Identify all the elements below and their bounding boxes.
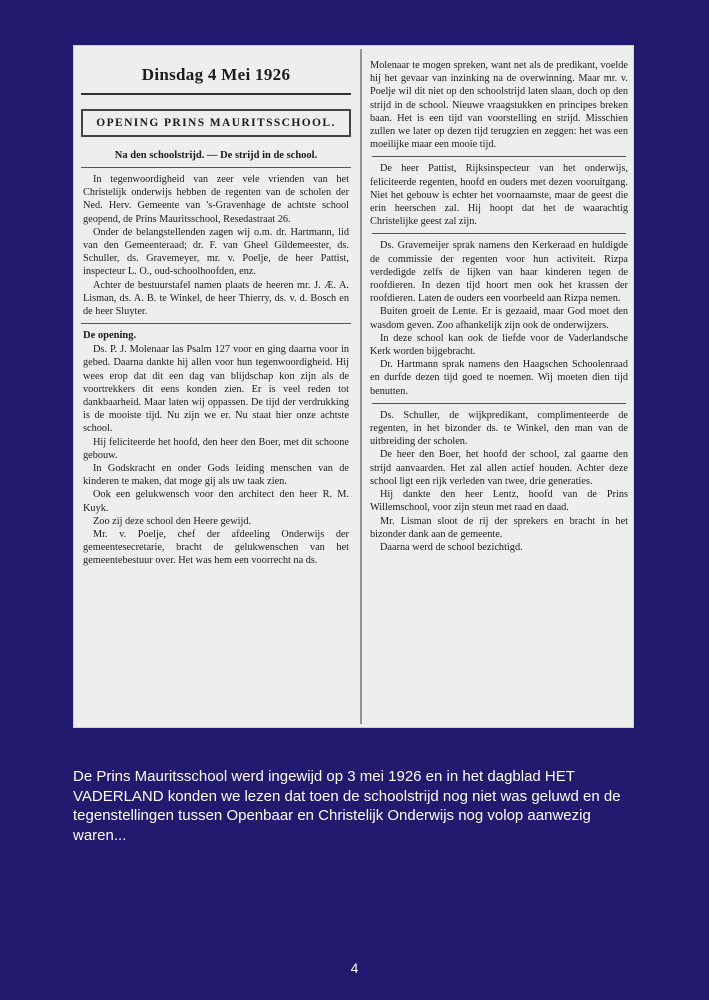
clipping-headline: OPENING PRINS MAURITSSCHOOL. [81,109,351,137]
divider [372,233,626,234]
article-paragraph: Mr. Lisman sloot de rij der sprekers en bracht in het bizonder dank aan de gemeente. [370,515,628,540]
article-paragraph: In tegenwoordigheid van zeer vele vrienden van het Christelijk onderwijs hebben de regenten van de scholen der Ned. Herv. Gemeente van 's-Gravenhage de achtste school geopend, de Prins Mauritsschool, Resedastraat 26. [83,174,349,225]
article-paragraph: Zoo zij deze school den Heere gewijd. [93,515,252,527]
article-paragraph: Ook een gelukwensch voor den architect den heer R. M. Kuyk. [83,489,349,514]
article-paragraph: Molenaar te mogen spreken, want net als de predikant, voelde hij het gevaar van inzinking na de overwinning. Maar mr. v. Poelje wil dit niet op den schoolstrijd laten slaan, doch op den strijd in de school. Nieuwe vraagstukken en principes breken baan. Het is een tijd van voorstelling en strijd. Misschien zullen we later op dezen tijd terugzien en zeggen: het was een moeilijke maar een mooie tijd. [370,60,628,151]
article-paragraph: In Godskracht en onder Gods leiding menschen van de kinderen te maken, dat moge gij als uw taak zien. [83,463,349,488]
article-paragraph: Hij feliciteerde het hoofd, den heer den Boer, met dit schoone gebouw. [83,436,349,461]
article-paragraph: Hij dankte den heer Lentz, hoofd van de Prins Willemschool, voor zijn steun met raad en daad. [370,489,628,514]
article-paragraph: Dr. Hartmann sprak namens den Haagschen Schoolenraad en durfde dezen tijd goed te noemen. Wij moeten dien tijd benutten. [370,359,628,397]
article-paragraph: Buiten groeit de Lente. Er is gezaaid, maar God moet den wasdom geven. Zoo afhankelijk zijn ook de onderwijzers. [370,306,628,331]
clipping-right-column [364,45,634,728]
article-paragraph: Ds. Schuller, de wijkpredikant, complimenteerde de regenten, in het bizonder ds. te Winkel, den man van de uitbreiding der scholen. [370,409,628,448]
clipping-left-column [73,45,359,728]
article-paragraph: De heer Pattist, Rijksinspecteur van het onderwijs, feliciteerde regenten, hoofd en ouders met dezen vooruitgang. Niet het gebouw is echter het voornaamste, maar de geest die erin heerschen zal. Hij hoopt dat het de waarachtig Christelijke geest zal zijn. [370,163,628,228]
divider [81,323,351,324]
article-paragraph: Mr. v. Poelje, chef der afdeeling Onderwijs der gemeentesecretarie, bracht de gelukwenschen van het gemeentebestuur over. Het was hem een voorrecht na ds. [83,529,349,567]
newspaper-clipping [73,45,634,728]
page-caption: De Prins Mauritsschool werd ingewijd op 3 mei 1926 en in het dagblad HET VADERLAND konden we lezen dat toen de schoolstrijd nog niet was geluwd en de tegenstellingen tussen Openbaar en Christelijk Onderwijs nog volop aanwezig waren... [73,768,621,844]
divider [81,167,351,168]
section-title-opening: De opening. [83,330,137,342]
article-paragraph: De heer den Boer, het hoofd der school, zal gaarne den strijd aanvaarden. Het zal allen actief houden. Achter deze school ligt een rijk verleden van twee, drie generaties. [370,449,628,487]
divider [372,403,626,404]
article-paragraph: Ds. P. J. Molenaar las Psalm 127 voor en ging daarna voor in gebed. Daarna dankte hij allen voor hun tegenwoordigheid. Hij wees erop dat dit een dag van blijdschap kon zijn als de voortrekkers dit eens konden zien. Er is veel reden tot dankbaarheid. Maar laten wij oppassen. De tijd der verdrukking is de mooiste tijd. Nu zijn we er. Nu staat hier onze achtste school. [83,344,349,435]
column-divider [360,49,362,724]
clipping-dateline: Dinsdag 4 Mei 1926 [81,65,351,95]
page-number: 4 [350,960,359,976]
article-paragraph: Ds. Gravemeijer sprak namens den Kerkeraad en huldigde de commissie der regenten voor hun activiteit. Rizpa verdedigde zelfs de lijken van haar kinderen tegen de roofdieren. In dezen tijd hoort men ook het krassen der roofdieren. Laten de ouders een voorbeeld aan Rizpa nemen. [370,240,628,305]
article-paragraph: Achter de bestuurstafel namen plaats de heeren mr. J. Æ. A. Lisman, ds. A. B. te Winkel, de heer Thierry, ds. v. d. Bosch en de heer Sluyter. [83,279,349,318]
divider [372,156,626,157]
clipping-subheadline: Na den schoolstrijd. — De strijd in de school. [114,150,318,161]
article-paragraph: Daarna werd de school bezichtigd. [380,541,523,553]
article-paragraph: In deze school kan ook de liefde voor de Vaderlandsche Kerk worden bijgebracht. [370,332,628,358]
article-paragraph: Onder de belangstellenden zagen wij o.m. dr. Hartmann, lid van den Gemeenteraad; dr. F. van Gheel Gildemeester, ds. Schuller, ds. Gravemeyer, mr. v. Poelje, de heer Pattist, inspecteur L. O., oud-schoolhoofden, enz. [83,226,349,278]
